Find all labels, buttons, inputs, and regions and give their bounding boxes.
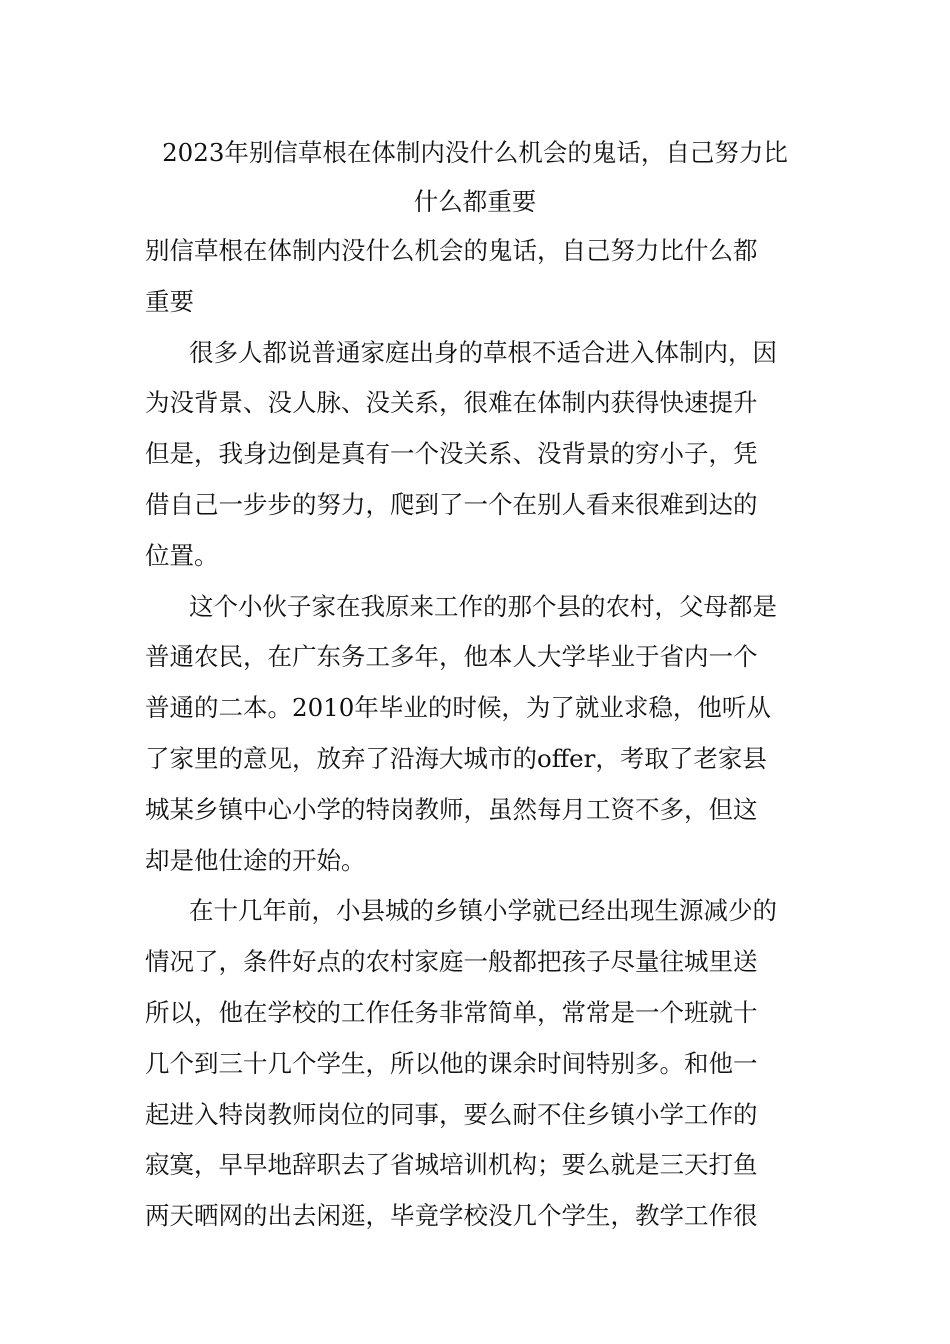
text-line: 位置。 bbox=[145, 540, 219, 570]
text-line: 寂寞，早早地辞职去了省城培训机构；要么就是三天打鱼 bbox=[145, 1150, 758, 1180]
text-line: 普通的二本。2010年毕业的时候，为了就业求稳，他听从 bbox=[145, 693, 771, 723]
text-line: 城某乡镇中心小学的特岗教师，虽然每月工资不多，但这 bbox=[145, 794, 758, 824]
text-line: 借自己一步步的努力，爬到了一个在别人看来很难到达的 bbox=[145, 489, 758, 519]
paragraph-1 bbox=[145, 328, 807, 582]
subtitle-paragraph bbox=[145, 226, 807, 328]
paragraph-2 bbox=[145, 582, 807, 887]
text-line: 别信草根在体制内没什么机会的鬼话，自己努力比什么都 bbox=[145, 236, 758, 265]
document-body bbox=[145, 226, 807, 1242]
text-line: 在十几年前，小县城的乡镇小学就已经出现生源减少的 bbox=[189, 896, 777, 926]
text-line: 情况了，条件好点的农村家庭一般都把孩子尽量往城里送 bbox=[145, 947, 758, 977]
title-line: 什么都重要 bbox=[413, 187, 537, 216]
text-line: 两天晒网的出去闲逛，毕竟学校没几个学生，教学工作很 bbox=[145, 1201, 758, 1231]
paragraph-3 bbox=[145, 886, 807, 1242]
text-line: 普通农民，在广东务工多年，他本人大学毕业于省内一个 bbox=[145, 642, 758, 672]
text-line: 了家里的意见，放弃了沿海大城市的offer，考取了老家县 bbox=[145, 743, 767, 773]
text-line: 为没背景、没人脉、没关系，很难在体制内获得快速提升 bbox=[145, 388, 758, 418]
title-line: 2023年别信草根在体制内没什么机会的鬼话，自己努力比 bbox=[162, 138, 788, 167]
text-line: 几个到三十几个学生，所以他的课余时间特别多。和他一 bbox=[145, 1048, 758, 1078]
text-line: 起进入特岗教师岗位的同事，要么耐不住乡镇小学工作的 bbox=[145, 1099, 758, 1129]
text-line: 这个小伙子家在我原来工作的那个县的农村，父母都是 bbox=[189, 591, 777, 621]
text-line: 很多人都说普通家庭出身的草根不适合进入体制内，因 bbox=[189, 337, 777, 367]
document-title bbox=[145, 128, 805, 226]
text-line: 所以，他在学校的工作任务非常简单，常常是一个班就十 bbox=[145, 997, 758, 1027]
text-line: 但是，我身边倒是真有一个没关系、没背景的穷小子，凭 bbox=[145, 439, 758, 469]
text-line: 重要 bbox=[145, 286, 194, 316]
text-line: 却是他仕途的开始。 bbox=[145, 845, 366, 875]
